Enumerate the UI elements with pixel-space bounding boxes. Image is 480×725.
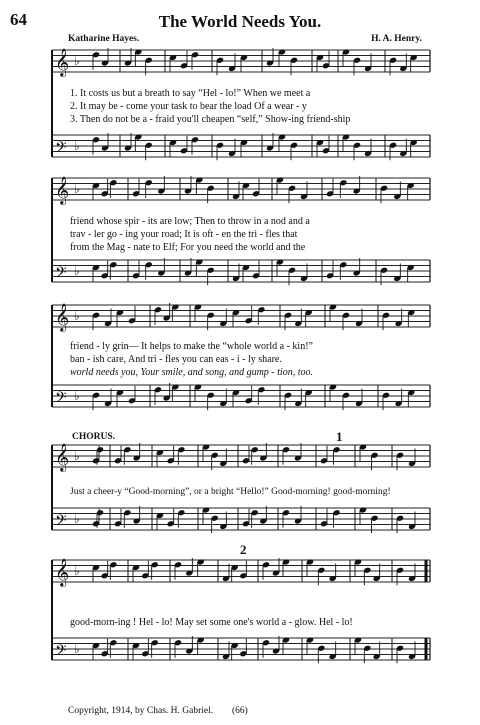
lyrics-system-2 [70, 215, 442, 254]
flat-sign-icon: ♭ [74, 264, 80, 278]
second-ending-mark: 2 [240, 542, 247, 557]
flat-sign-icon: ♭ [74, 54, 80, 68]
hymn-title: The World Needs You. [158, 12, 322, 31]
lyric-line: from the Mag - nate to Elf; For you need the world and the [70, 242, 306, 253]
lyrics-system-4 [70, 486, 442, 499]
flat-sign-icon: ♭ [74, 389, 80, 403]
chorus-label: CHORUS. [72, 432, 116, 442]
flat-sign-icon: ♭ [74, 512, 80, 526]
treble-clef-icon: 𝄞 [55, 303, 70, 331]
hymn-number: 64 [10, 10, 27, 29]
treble-clef-icon: 𝄞 [55, 176, 70, 204]
flat-sign-icon: ♭ [74, 564, 80, 578]
flat-sign-icon: ♭ [74, 182, 80, 196]
bass-clef-icon: 𝄢 [55, 139, 67, 160]
bass-clef-icon: 𝄢 [55, 642, 67, 663]
lyric-line: 2. It may be - come your task to bear the load Of a wear - y [70, 101, 307, 112]
flat-sign-icon: ♭ [74, 642, 80, 656]
lyrics-system-5 [70, 616, 442, 629]
lyric-line: good-morn-ing ! Hel - lo! May set some one's world a - glow. Hel - lo! [70, 617, 353, 628]
bass-clef-icon: 𝄢 [55, 389, 67, 410]
lyric-line: world needs you, Your smile, and song, and gump - tion, too. [70, 367, 313, 378]
lyric-line: 3. Then do not be a - fraid you'll cheapen “self,” Show-ing friend-ship [70, 114, 351, 125]
flat-sign-icon: ♭ [74, 309, 80, 323]
treble-clef-icon: 𝄞 [55, 48, 70, 76]
lyric-line: 1. It costs us but a breath to say “Hel - lo!” When we meet a [70, 88, 311, 99]
flat-sign-icon: ♭ [74, 139, 80, 153]
author-credit: Katharine Hayes. [68, 34, 140, 44]
copyright-notice: Copyright, 1914, by Chas. H. Gabriel. [68, 706, 214, 716]
treble-clef-icon: 𝄞 [55, 443, 70, 471]
lyric-line: ban - ish care, And tri - fles you can eas - i - ly share. [70, 354, 282, 365]
lyric-line: friend whose spir - its are low; Then to throw in a nod and a [70, 216, 310, 227]
treble-clef-icon: 𝄞 [55, 558, 70, 586]
composer-credit: H. A. Henry. [371, 34, 422, 44]
lyrics-system-1 [70, 87, 442, 126]
lyric-line: friend - ly grin— It helps to make the “whole world a - kin!” [70, 341, 313, 352]
lyrics-system-3 [70, 340, 442, 379]
first-ending-mark: 1 [336, 429, 343, 444]
lyric-line: Just a cheer-y “Good-morning”, or a bright “Hello!” Good-morning! good-morning! [70, 487, 391, 497]
bass-clef-icon: 𝄢 [55, 512, 67, 533]
bass-clef-icon: 𝄢 [55, 264, 67, 285]
flat-sign-icon: ♭ [74, 449, 80, 463]
lyric-line: trav - ler go - ing your road; It is oft - en the tri - fles that [70, 229, 298, 240]
page-number: (66) [232, 706, 248, 716]
